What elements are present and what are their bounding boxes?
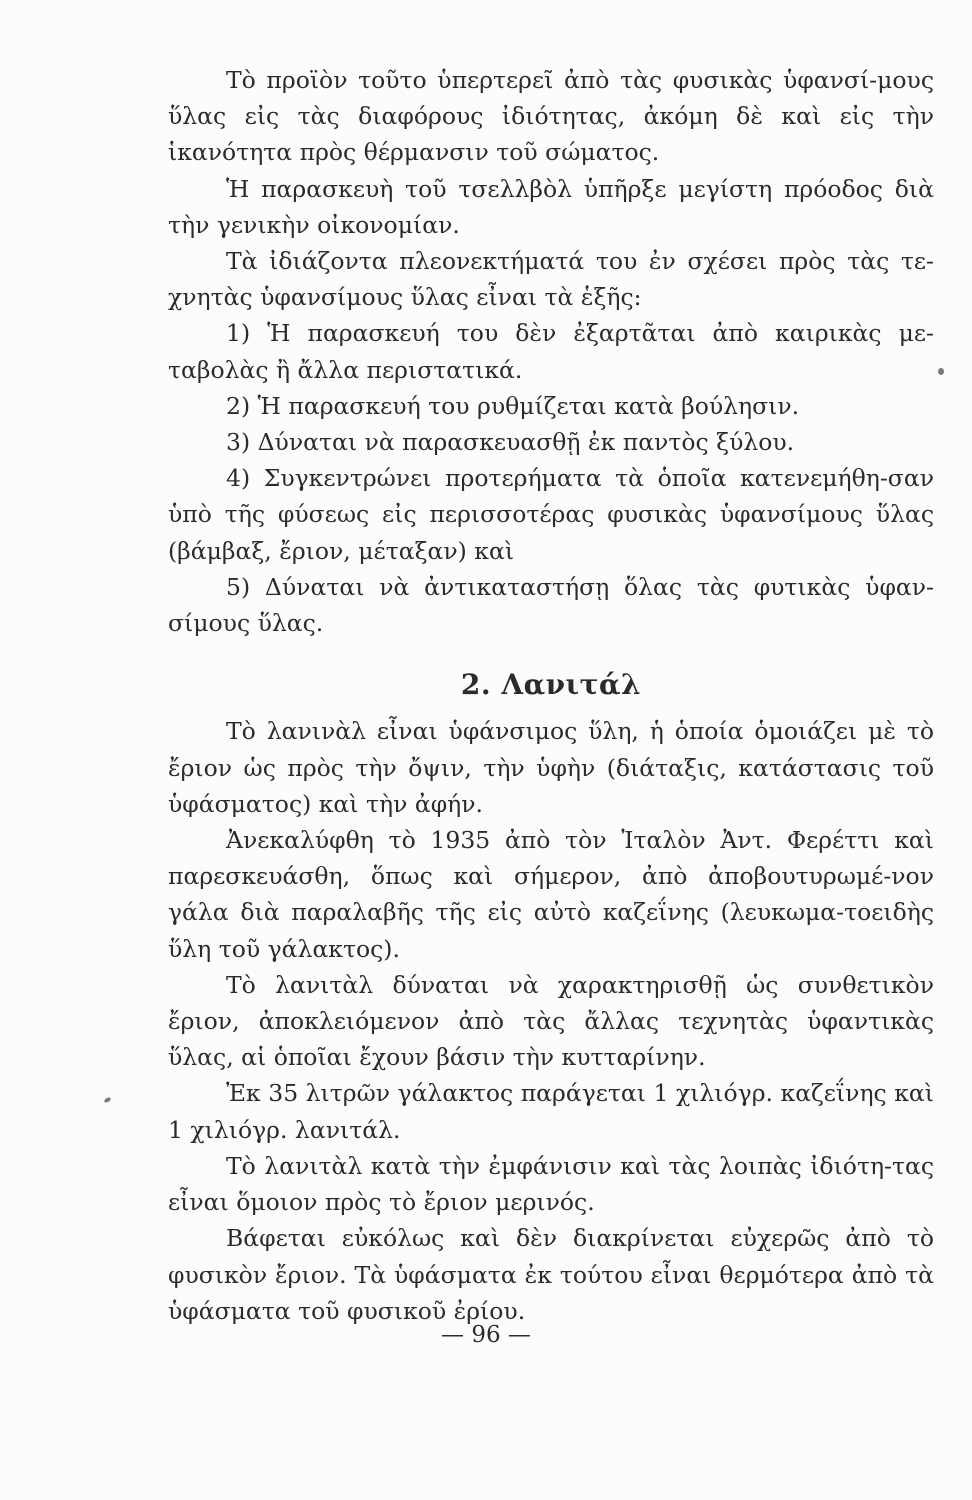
ink-speck bbox=[103, 1097, 111, 1104]
page-number: — 96 — bbox=[441, 1322, 531, 1348]
paragraph: Τὸ λανιτὰλ κατὰ τὴν ἐμφάνισιν καὶ τὰς λοιπὰς ἰδιότη-τας εἶναι ὅμοιον πρὸς τὸ ἔριον μερινός. bbox=[168, 1151, 934, 1217]
ink-speck bbox=[938, 368, 944, 375]
list-item: 4) Συγκεντρώνει προτερήματα τὰ ὁποῖα κατενεμήθη-σαν ὑπὸ τῆς φύσεως εἰς περισσοτέρας φυσικὰς ὑφανσίμους ὕλας (βάμβαξ, ἔριον, μέταξαν) καὶ bbox=[168, 464, 934, 565]
paragraph: Ἀνεκαλύφθη τὸ 1935 ἀπὸ τὸν Ἰταλὸν Ἀντ. Φερέττι καὶ παρεσκευάσθη, ὅπως καὶ σήμερον, ἀπὸ ἀποβουτυρωμέ-νον γάλα διὰ παραλαβῆς τῆς εἰς αὐτὸ καζεΐνης (λευκωμα-τοειδὴς ὕλη τοῦ γάλακτος). bbox=[168, 826, 934, 963]
paragraph: Τὰ ἰδιάζοντα πλεονεκτήματά του ἐν σχέσει πρὸς τὰς τε-χνητὰς ὑφανσίμους ὕλας εἶναι τὰ ἑξῆς: bbox=[168, 247, 934, 312]
section-heading: 2. Λανιτάλ bbox=[460, 668, 642, 702]
paragraph: Ἐκ 35 λιτρῶν γάλακτος παράγεται 1 χιλιόγρ. καζεΐνης καὶ 1 χιλιόγρ. λανιτάλ. bbox=[168, 1079, 934, 1144]
list-item: 1) Ἡ παρασκευή του δὲν ἐξαρτᾶται ἀπὸ καιρικὰς με-ταβολὰς ἢ ἄλλα περιστατικά. bbox=[168, 319, 934, 384]
paragraph: Τὸ λανιτὰλ δύναται νὰ χαρακτηρισθῇ ὡς συνθετικὸν ἔριον, ἀποκλειόμενον ἀπὸ τὰς ἄλλας τεχνητὰς ὑφαντικὰς ὕλας, αἱ ὁποῖαι ἔχουν βάσιν τὴν κυτταρίνην. bbox=[168, 970, 934, 1072]
paragraph: Ἡ παρασκευὴ τοῦ τσελλβὸλ ὑπῆρξε μεγίστη πρόοδος διὰ τὴν γενικὴν οἰκονομίαν. bbox=[168, 174, 934, 239]
list-item: 2) Ἡ παρασκευή του ρυθμίζεται κατὰ βούλησιν. bbox=[226, 391, 800, 420]
paragraph: Τὸ προϊὸν τοῦτο ὑπερτερεῖ ἀπὸ τὰς φυσικὰς ὑφανσί-μους ὕλας εἰς τὰς διαφόρους ἰδιότητας, ἀκόμη δὲ καὶ εἰς τὴν ἱκανότητα πρὸς θέρμανσιν τοῦ σώματος. bbox=[168, 66, 934, 167]
list-item: 3) Δύναται νὰ παρασκευασθῇ ἐκ παντὸς ξύλου. bbox=[226, 428, 795, 457]
paragraph: Τὸ λανινὰλ εἶναι ὑφάνσιμος ὕλη, ἡ ὁποία ὁμοιάζει μὲ τὸ ἔριον ὡς πρὸς τὴν ὄψιν, τὴν ὑφὴν (διάταξις, κατάστασις τοῦ ὑφάσματος) καὶ τὴν ἀφήν. bbox=[168, 717, 934, 818]
body-text bbox=[168, 62, 934, 1329]
paragraph: Βάφεται εὐκόλως καὶ δὲν διακρίνεται εὐχερῶς ἀπὸ τὸ φυσικὸν ἔριον. Τὰ ὑφάσματα ἐκ τούτου εἶναι θερμότερα ἀπὸ τὰ ὑφάσματα τοῦ φυσικοῦ ἐρίου. bbox=[168, 1224, 934, 1325]
list-item: 5) Δύναται νὰ ἀντικαταστήσῃ ὅλας τὰς φυτικὰς ὑφαν-σίμους ὕλας. bbox=[168, 572, 934, 638]
